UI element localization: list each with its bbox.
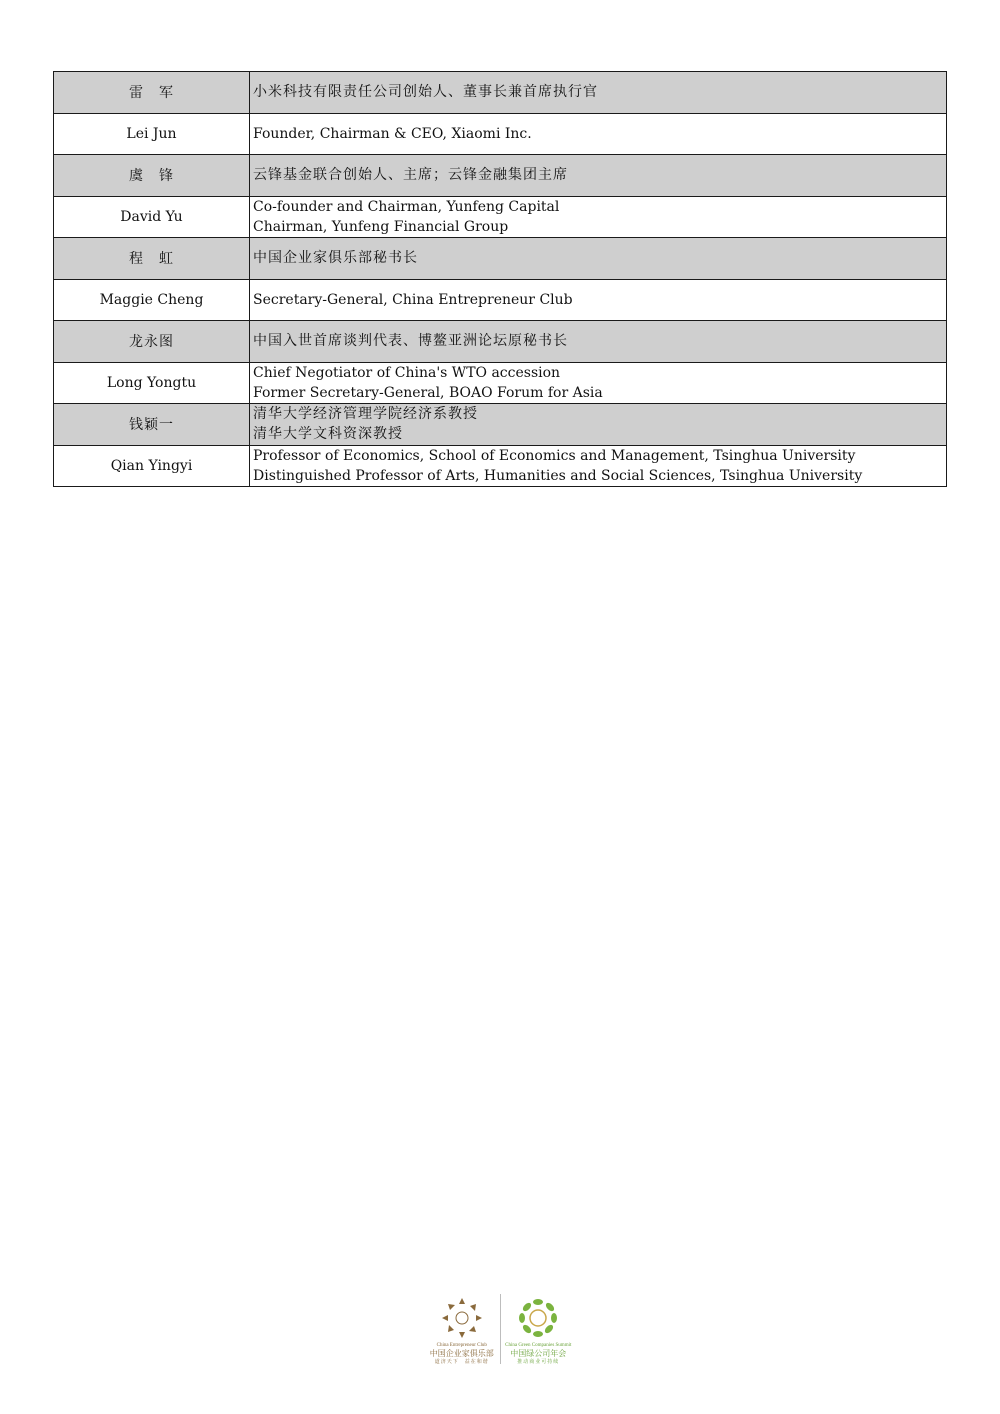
cec-logo: [425, 1294, 499, 1366]
green-summit-logo-sub: 推动商业可持续: [517, 1359, 560, 1365]
en-name-cell: Long Yongtu: [54, 362, 250, 404]
cec-logo-zh: 中国企业家俱乐部: [429, 1349, 494, 1358]
footer-logos: [425, 1294, 575, 1366]
table-row-en: [54, 445, 947, 487]
zh-desc-line: 清华大学经济管理学院经济系教授: [253, 406, 478, 423]
en-desc-cell: [250, 445, 947, 487]
green-summit-logo: [502, 1294, 576, 1366]
zh-desc-line: 清华大学文科资深教授: [253, 426, 403, 443]
en-name-cell: Qian Yingyi: [54, 445, 250, 487]
table-row-en: [54, 196, 947, 238]
en-desc-line: Secretary-General, China Entrepreneur Club: [253, 291, 573, 308]
green-summit-logo-en: China Green Companies Summit: [505, 1343, 572, 1348]
en-desc-line: Founder, Chairman & CEO, Xiaomi Inc.: [253, 125, 532, 142]
zh-desc-cell: [250, 72, 947, 114]
table-row-zh: [54, 238, 947, 280]
logo-divider: [500, 1294, 501, 1364]
en-desc-cell: [250, 362, 947, 404]
zh-name-cell: 虞 锋: [54, 155, 250, 197]
green-summit-logo-zh: 中国绿公司年会: [510, 1349, 567, 1358]
en-desc-cell: [250, 279, 947, 321]
en-desc-line: Professor of Economics, School of Economics and Management, Tsinghua University: [253, 447, 856, 464]
en-desc-cell: [250, 196, 947, 238]
table-row-zh: [54, 155, 947, 197]
zh-desc-line: 小米科技有限责任公司创始人、董事长兼首席执行官: [253, 84, 598, 101]
zh-desc-cell: [250, 238, 947, 280]
zh-desc-line: 云锋基金联合创始人、主席；云锋金融集团主席: [253, 167, 568, 184]
en-name-cell: David Yu: [54, 196, 250, 238]
people-table: [53, 71, 947, 487]
en-desc-line: Chief Negotiator of China's WTO accession: [253, 364, 561, 381]
zh-desc-line: 中国企业家俱乐部秘书长: [253, 250, 418, 267]
zh-desc-cell: [250, 155, 947, 197]
zh-desc-cell: [250, 321, 947, 363]
en-name-cell: Maggie Cheng: [54, 279, 250, 321]
en-desc-line: Former Secretary-General, BOAO Forum for Asia: [253, 384, 603, 401]
table-row-en: [54, 279, 947, 321]
table-row-en: [54, 362, 947, 404]
zh-desc-cell: [250, 404, 947, 446]
en-name-cell: Lei Jun: [54, 113, 250, 155]
zh-name-cell: 雷 军: [54, 72, 250, 114]
cec-logo-en: China Entrepreneur Club: [436, 1343, 487, 1348]
table-row-zh: [54, 404, 947, 446]
table-row-zh: [54, 72, 947, 114]
cec-star-logo-icon: [440, 1296, 484, 1340]
zh-name-cell: 程 虹: [54, 238, 250, 280]
zh-name-cell: 龙永图: [54, 321, 250, 363]
en-desc-line: Co-founder and Chairman, Yunfeng Capital: [253, 198, 560, 215]
en-desc-cell: [250, 113, 947, 155]
zh-name-cell: 钱颖一: [54, 404, 250, 446]
green-leaf-ring-logo-icon: [516, 1296, 560, 1340]
zh-desc-line: 中国入世首席谈判代表、博鳌亚洲论坛原秘书长: [253, 333, 568, 350]
table-row-zh: [54, 321, 947, 363]
en-desc-line: Distinguished Professor of Arts, Humanities and Social Sciences, Tsinghua University: [253, 467, 863, 484]
en-desc-line: Chairman, Yunfeng Financial Group: [253, 218, 509, 235]
cec-logo-sub: 道济天下 益在和谐: [434, 1359, 489, 1365]
table-row-en: [54, 113, 947, 155]
